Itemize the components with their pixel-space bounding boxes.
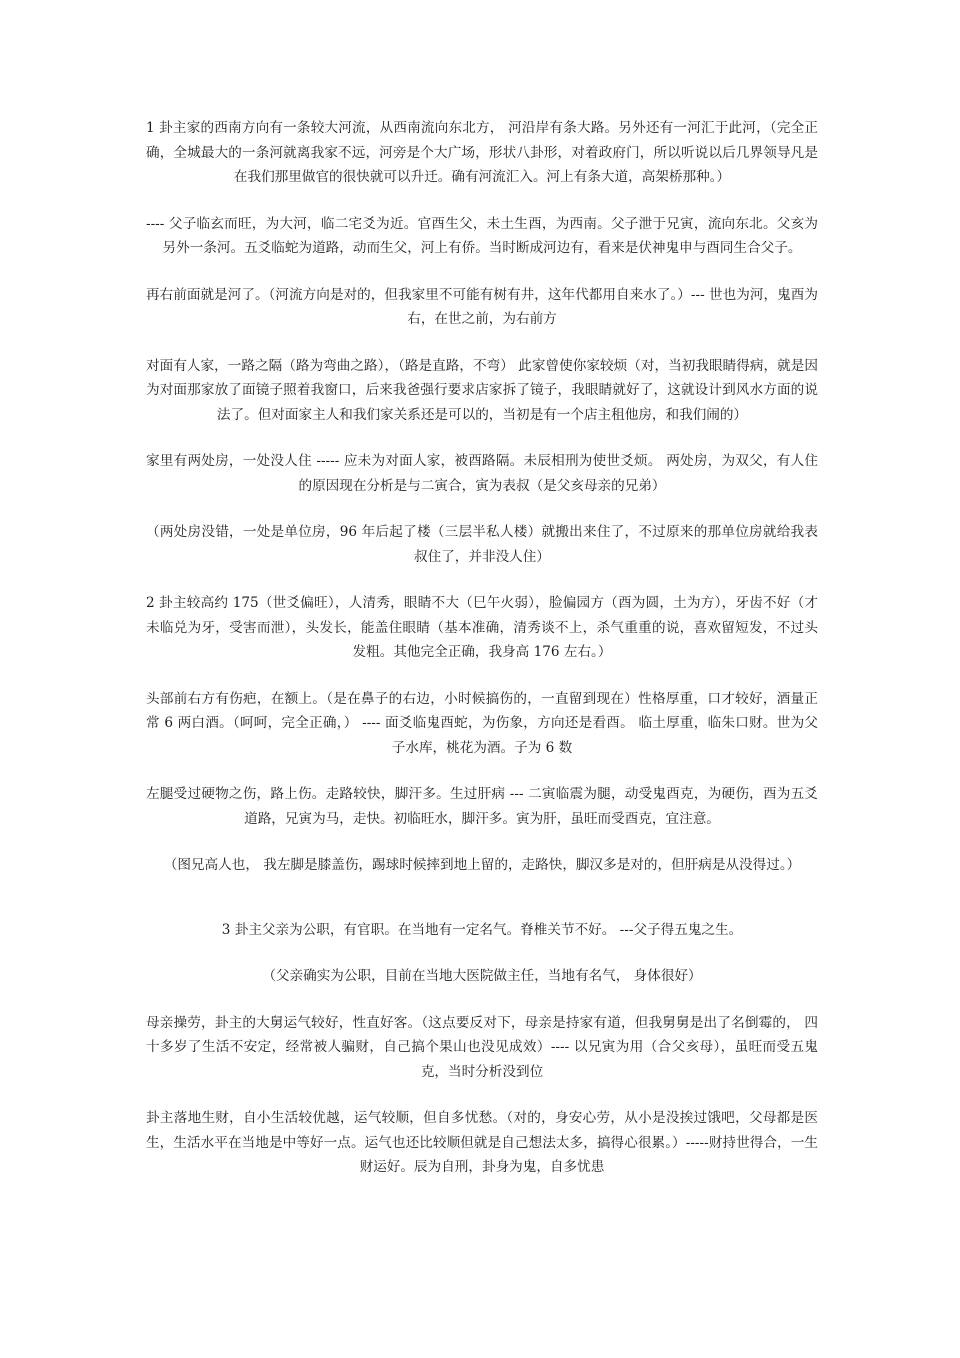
paragraph-7: 2 卦主较高约 175（世爻偏旺），人清秀，眼睛不大（巳午火弱），脸偏园方（酉为圆，土为方），牙齿不好（才未临兑为牙，受害而泄），头发长，能盖住眼睛（基本准确，清秀谈不上，杀气重重的说，喜欢留短发，不过头发粗。其他完全正确，我身高 176 左右。） (146, 595, 818, 660)
paragraph-1: 1 卦主家的西南方向有一条较大河流，从西南流向东北方， 河沿岸有条大路。另外还有一河汇于此河，（完全正确，全城最大的一条河就离我家不远，河旁是个大广场，形状八卦形，对着政府门，所以听说以后几界领导凡是在我们那里做官的很快就可以升迁。确有河流汇入。河上有条大道，高架桥那种。） (146, 120, 818, 185)
paragraph-13: 母亲操劳，卦主的大舅运气较好，性直好客。（这点要反对下，母亲是持家有道，但我舅舅是出了名倒霉的， 四十多岁了生活不安定，经常被人骗财，自己搞个果山也没见成效）---- 以兄寅为用（合父亥母），虽旺而受五鬼克，当时分析没到位 (146, 1014, 818, 1080)
paragraph-6: （两处房没错，一处是单位房，96 年后起了楼（三层半私人楼）就搬出来住了，不过原来的那单位房就给我表叔住了，并非没人住） (146, 524, 818, 565)
paragraph-4: 对面有人家，一路之隔（路为弯曲之路），（路是直路，不弯） 此家曾使你家较烦（对，当初我眼睛得病，就是因为对面那家放了面镜子照着我窗口，后来我爸强行要求店家拆了镜子，我眼睛就好了，这就设计到风水方面的说法了。但对面家主人和我们家关系还是可以的，当初是有一个店主租他房，和我们闹的） (146, 357, 818, 423)
paragraph-8: 头部前右方有伤疤，在额上。（是在鼻子的右边，小时候搞伤的，一直留到现在）性格厚重，口才较好，酒量正常 6 两白酒。（呵呵，完全正确，） ---- 面爻临鬼酉蛇，为伤象，方向还是看酉。 临土厚重，临朱口财。世为父子水库，桃花为酒。子为 6 数 (146, 690, 818, 756)
document-page (146, 116, 818, 1202)
paragraph-10: （图兄高人也， 我左脚是膝盖伤，踢球时候摔到地上留的，走路快，脚汉多是对的，但肝病是从没得过。） (163, 857, 801, 873)
paragraph-5: 家里有两处房，一处没人住 ----- 应未为对面人家，被酉路隔。未辰相刑为使世爻烦。 两处房，为双父，有人住的原因现在分析是与二寅合，寅为表叔（是父亥母亲的兄弟） (146, 453, 818, 494)
paragraph-2: ---- 父子临玄而旺，为大河，临二宅爻为近。官酉生父，未土生酉，为西南。父子泄于兄寅，流向东北。父亥为另外一条河。五爻临蛇为道路，动而生父，河上有侨。当时断成河边有，看来是伏神鬼申与酉同生合父子。 (146, 215, 818, 256)
paragraph-14: 卦主落地生财，自小生活较优越，运气较顺，但自多忧愁。（对的，身安心劳，从小是没挨过饿吧，父母都是医生，生活水平在当地是中等好一点。运气也还比较顺但就是自己想法太多，搞得心很累。）-----财持世得合，一生财运好。辰为自刑，卦身为鬼，自多忧患 (146, 1110, 818, 1175)
paragraph-9: 左腿受过硬物之伤，路上伤。走路较快，脚汗多。生过肝病 --- 二寅临震为腿，动受鬼酉克，为硬伤，酉为五爻道路，兄寅为马，走快。初临旺水，脚汗多。寅为肝，虽旺而受酉克，宜注意。 (146, 786, 818, 827)
paragraph-11: 3 卦主父亲为公职，有官职。在当地有一定名气。脊椎关节不好。 ---父子得五鬼之生。 (221, 921, 743, 938)
paragraph-12: （父亲确实为公职，目前在当地大医院做主任，当地有名气， 身体很好） (262, 968, 702, 984)
paragraph-3: 再右前面就是河了。（河流方向是对的，但我家里不可能有树有井，这年代都用自来水了。）--- 世也为河，鬼酉为右，在世之前，为右前方 (146, 286, 818, 327)
